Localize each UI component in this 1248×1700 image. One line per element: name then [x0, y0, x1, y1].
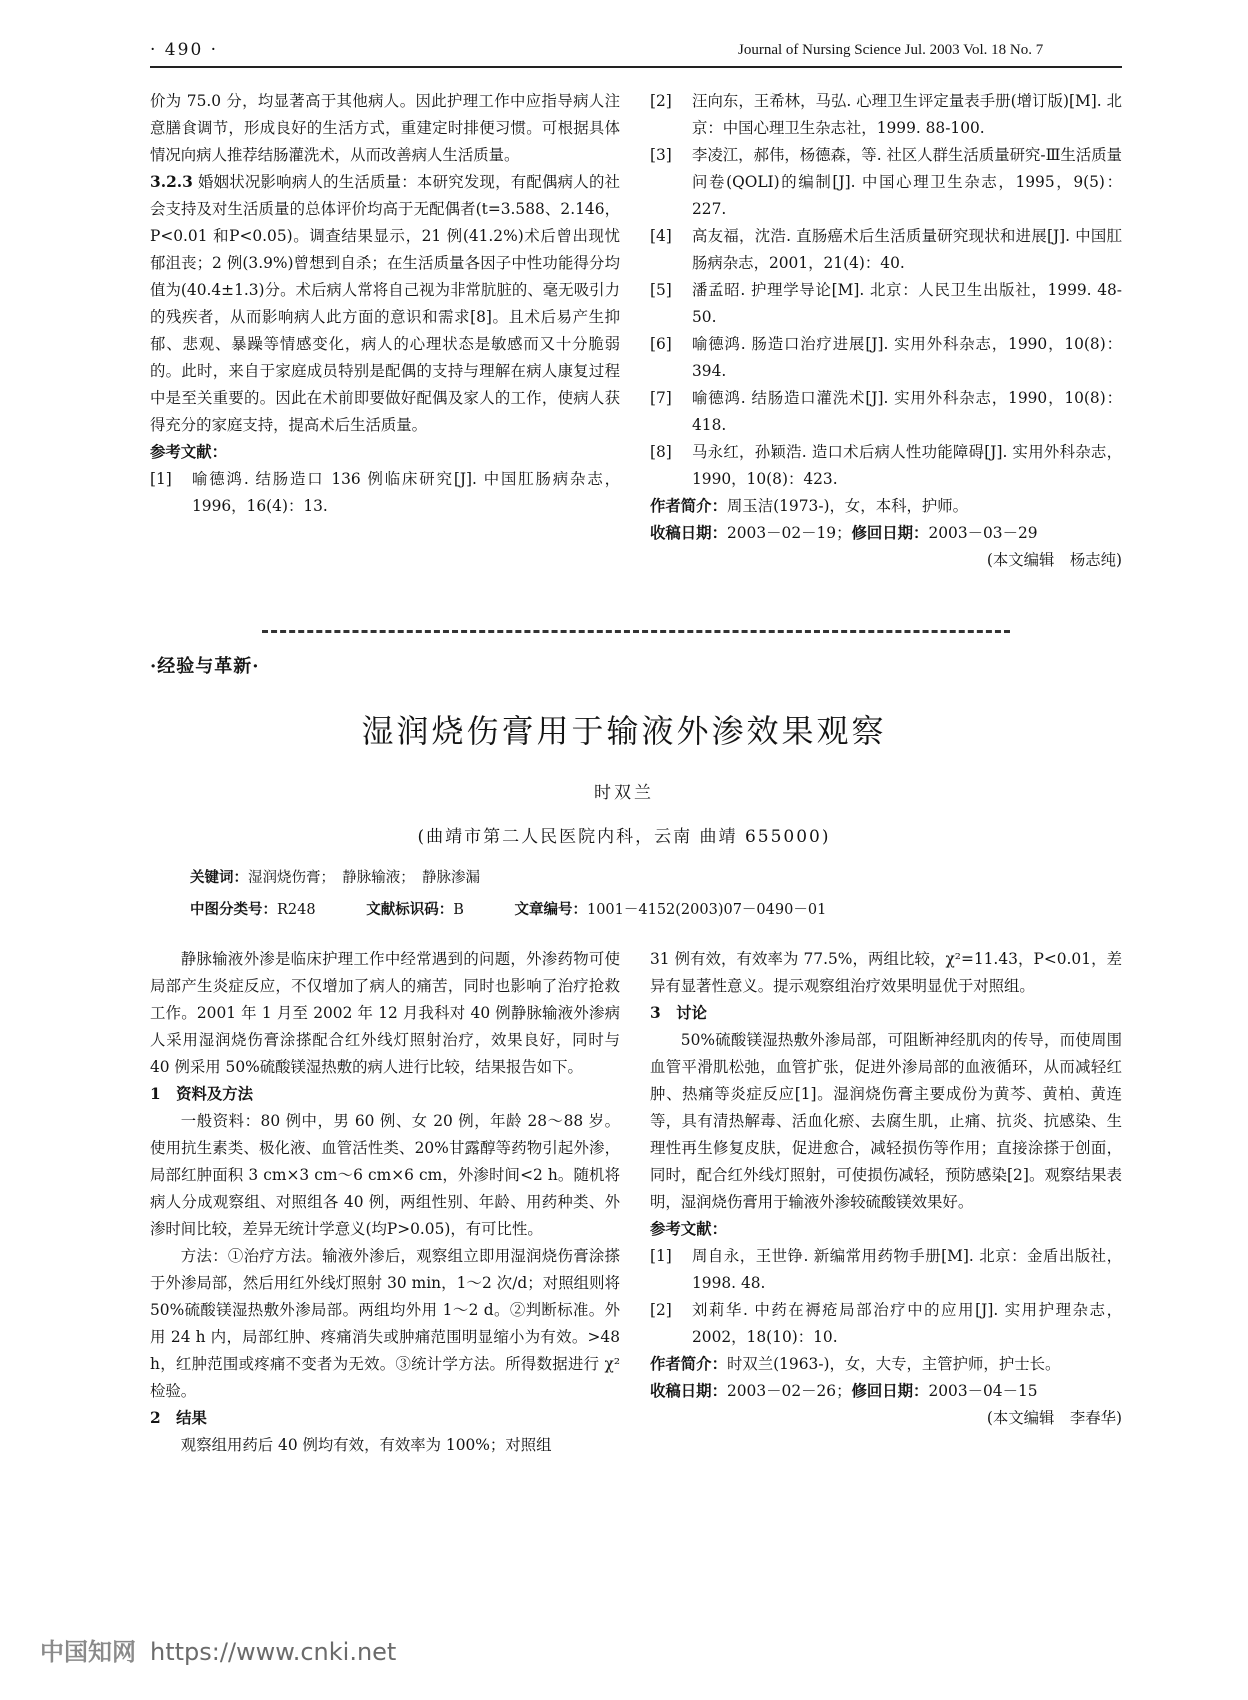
result-paragraph: 观察组用药后 40 例均有效，有效率为 100%；对照组	[180, 1436, 552, 1454]
keywords-text: 湿润烧伤膏； 静脉输液； 静脉渗漏	[248, 870, 480, 886]
reference-item	[650, 88, 1122, 142]
reference-text: 刘莉华. 中药在褥疮局部治疗中的应用[J]. 实用护理杂志，2002，18(10)：10.	[692, 1301, 1122, 1346]
clc-value: R248	[277, 902, 316, 918]
doc-code-label: 文献标识码：	[366, 901, 454, 918]
prev-dates	[650, 520, 1122, 547]
reference-number: [5]	[650, 281, 672, 299]
header-rule	[150, 66, 1122, 68]
journal-info: Journal of Nursing Science Jul. 2003 Vol. 18 No. 7	[738, 42, 1044, 58]
discussion-paragraph: 50%硫酸镁湿热敷外渗局部，可阻断神经肌肉的传导，而使周围血管平滑肌松弛，血管扩张，促进外渗局部的血液循环，从而减轻红肿、热痛等炎症反应[1]。湿润烧伤膏主要成份为黄芩、黄柏、黄连等，具有清热解毒、活血化瘀、去腐生肌，止痛、抗炎、抗感染、生理性再生修复皮肤，促进愈合，减轻损伤等作用；直接涂搽于创面，同时，配合红外线灯照射，可使损伤减轻，预防感染[2]。观察结果表明，湿润烧伤膏用于输液外渗较硫酸镁效果好。	[650, 1031, 1122, 1211]
revised-label: 修回日期：	[851, 1382, 929, 1400]
reference-text: 汪向东，王希林，马弘. 心理卫生评定量表手册(增订版)[M]. 北京：中国心理卫生杂志社，1999. 88-100.	[692, 92, 1122, 137]
reference-number: [1]	[150, 470, 172, 488]
reference-text: 周自永，王世铮. 新编常用药物手册[M]. 北京：金盾出版社，1998. 48.	[692, 1247, 1122, 1292]
prev-author-bio	[650, 493, 1122, 520]
reference-text: 高友福，沈浩. 直肠癌术后生活质量研究现状和进展[J]. 中国肛肠病杂志，2001，21(4)：40.	[692, 227, 1122, 272]
page-number: · 490 ·	[150, 40, 219, 60]
keywords-label: 关键词：	[190, 869, 248, 886]
received-date: 2003－02－19；	[726, 524, 852, 542]
revised-date: 2003－03－29	[928, 524, 1038, 542]
article-right-column	[650, 946, 1122, 1432]
article-affiliation: (曲靖市第二人民医院内科，云南 曲靖 655000)	[417, 827, 831, 847]
reference-text: 潘孟昭. 护理学导论[M]. 北京：人民卫生出版社，1999. 48-50.	[692, 281, 1122, 326]
reference-item	[650, 331, 1122, 385]
received-date: 2003－02－26；	[726, 1382, 852, 1400]
article-title: 湿润烧伤膏用于输液外渗效果观察	[361, 712, 887, 750]
prev-references-heading: 参考文献：	[150, 443, 227, 461]
reference-number: [2]	[650, 92, 672, 110]
reference-text: 李凌江，郝伟，杨德森，等. 社区人群生活质量研究-Ⅲ生活质量问卷(QOLI)的编制[J]. 中国心理卫生杂志，1995，9(5)：227.	[692, 146, 1122, 218]
author-bio-text: 周玉洁(1973-)，女，本科，护师。	[726, 497, 969, 515]
reference-item	[150, 466, 620, 520]
doc-code-value: B	[453, 902, 464, 918]
reference-item	[650, 142, 1122, 223]
author-bio	[650, 1351, 1122, 1378]
received-label: 收稿日期：	[650, 1382, 727, 1400]
prev-references-list-continued	[650, 88, 1122, 493]
editor-note: (本文编辑 李春华)	[986, 1409, 1122, 1427]
reference-number: [1]	[650, 1247, 672, 1265]
reference-number: [2]	[650, 1301, 672, 1319]
reference-number: [4]	[650, 227, 672, 245]
article-id-label: 文章编号：	[514, 901, 587, 918]
keywords-line	[190, 866, 480, 887]
section-number: 3.2.3	[150, 173, 193, 191]
reference-text: 喻德鸿. 肠造口治疗进展[J]. 实用外科杂志，1990，10(8)：394.	[692, 335, 1122, 380]
section-3-heading: 3 讨论	[650, 1004, 707, 1022]
revised-label: 修回日期：	[851, 524, 929, 542]
article-dates	[650, 1378, 1122, 1405]
prev-paragraph-2	[150, 169, 620, 439]
prev-paragraph-1: 价为 75.0 分，均显著高于其他病人。因此护理工作中应指导病人注意膳食调节，形成良好的生活方式，重建定时排便习惯。可根据具体情况向病人推荐结肠灌洗术，从而改善病人生活质量。	[150, 92, 620, 164]
prev-article-left-column	[150, 88, 620, 520]
references-heading: 参考文献：	[650, 1220, 727, 1238]
section-1-heading: 1 资料及方法	[150, 1085, 254, 1103]
clc-label: 中图分类号：	[190, 901, 277, 918]
general-data-paragraph: 一般资料：80 例中，男 60 例、女 20 例，年龄 28～88 岁。使用抗生素类、极化液、血管活性类、20%甘露醇等药物引起外渗，局部红肿面积 3 cm×3 cm～6 cm×6 cm，外渗时间<2 h。随机将病人分成观察组、对照组各 40 例，两组性别、年龄、用药种类、外渗时间比较，差异无统计学意义(均P>0.05)，有可比性。	[150, 1112, 620, 1238]
reference-number: [3]	[650, 146, 672, 164]
author-bio-label: 作者简介：	[650, 1355, 727, 1373]
prev-paragraph-2-text: 婚姻状况影响病人的生活质量：本研究发现，有配偶病人的社会支持及对生活质量的总体评价均高于无配偶者(t=3.588、2.146，P<0.01 和P<0.05)。调查结果显示，21 例(41.2%)术后曾出现忧郁沮丧；2 例(3.9%)曾想到自杀；在生活质量各因子中性功能得分均值为(40.4±1.3)分。术后病人常将自己视为非常肮脏的、毫无吸引力的残疾者，从而影响病人此方面的意识和需求[8]。且术后易产生抑郁、悲观、暴躁等情感变化，病人的心理状态是敏感而又十分脆弱的。此时，来自于家庭成员特别是配偶的支持与理解在病人康复过程中是至关重要的。因此在术前即要做好配偶及家人的工作，使病人获得充分的家庭支持，提高术后生活质量。	[150, 173, 620, 434]
reference-item	[650, 1297, 1122, 1351]
reference-item	[650, 439, 1122, 493]
reference-item	[650, 223, 1122, 277]
references-list	[650, 1243, 1122, 1351]
article-left-column	[150, 946, 620, 1459]
prev-references-list	[150, 466, 620, 520]
reference-number: [8]	[650, 443, 672, 461]
received-label: 收稿日期：	[650, 524, 727, 542]
reference-item	[650, 1243, 1122, 1297]
reference-text: 马永红，孙颖浩. 造口术后病人性功能障碍[J]. 实用外科杂志，1990，10(8)：423.	[692, 443, 1122, 488]
intro-paragraph: 静脉输液外渗是临床护理工作中经常遇到的问题，外渗药物可使局部产生炎症反应，不仅增加了病人的痛苦，同时也影响了治疗抢救工作。2001 年 1 月至 2002 年 12 月我科对 40 例静脉输液外渗病人采用湿润烧伤膏涂搽配合红外线灯照射治疗，效果良好，同时与 40 例采用 50%硫酸镁湿热敷的病人进行比较，结果报告如下。	[150, 950, 620, 1076]
article-author: 时双兰	[594, 783, 654, 803]
classification-line	[190, 898, 872, 919]
section-tag: ·经验与革新·	[150, 656, 260, 677]
result-continued: 31 例有效，有效率为 77.5%，两组比较，χ²=11.43，P<0.01，差异有显著性意义。提示观察组治疗效果明显优于对照组。	[650, 950, 1122, 995]
cnki-logo-text: 中国知网	[40, 1638, 136, 1666]
reference-item	[650, 277, 1122, 331]
section-2-heading: 2 结果	[150, 1409, 207, 1427]
prev-editor-note: (本文编辑 杨志纯)	[986, 551, 1122, 569]
footer-watermark	[40, 1632, 396, 1667]
method-paragraph: 方法：①治疗方法。输液外渗后，观察组立即用湿润烧伤膏涂搽于外渗局部，然后用红外线灯照射 30 min，1～2 次/d；对照组则将 50%硫酸镁湿热敷外渗局部。两组均外用 1～2 d。②判断标准。外用 24 h 内，局部红肿、疼痛消失或肿痛范围明显缩小为有效。>48 h，红肿范围或疼痛不变者为无效。③统计学方法。所得数据进行 χ² 检验。	[150, 1247, 620, 1400]
revised-date: 2003－04－15	[928, 1382, 1038, 1400]
reference-number: [6]	[650, 335, 672, 353]
reference-text: 喻德鸿. 结肠造口灌洗术[J]. 实用外科杂志，1990，10(8)：418.	[692, 389, 1122, 434]
cnki-url[interactable]: https://www.cnki.net	[150, 1638, 397, 1666]
author-bio-label: 作者简介：	[650, 497, 727, 515]
author-bio-text: 时双兰(1963-)，女，大专，主管护师，护士长。	[726, 1355, 1061, 1373]
article-id-value: 1001－4152(2003)07－0490－01	[586, 902, 827, 918]
reference-item	[650, 385, 1122, 439]
reference-number: [7]	[650, 389, 672, 407]
article-divider	[262, 630, 1010, 633]
reference-text: 喻德鸿. 结肠造口 136 例临床研究[J]. 中国肛肠病杂志，1996，16(4)：13.	[192, 470, 620, 515]
prev-article-right-column	[650, 88, 1122, 574]
